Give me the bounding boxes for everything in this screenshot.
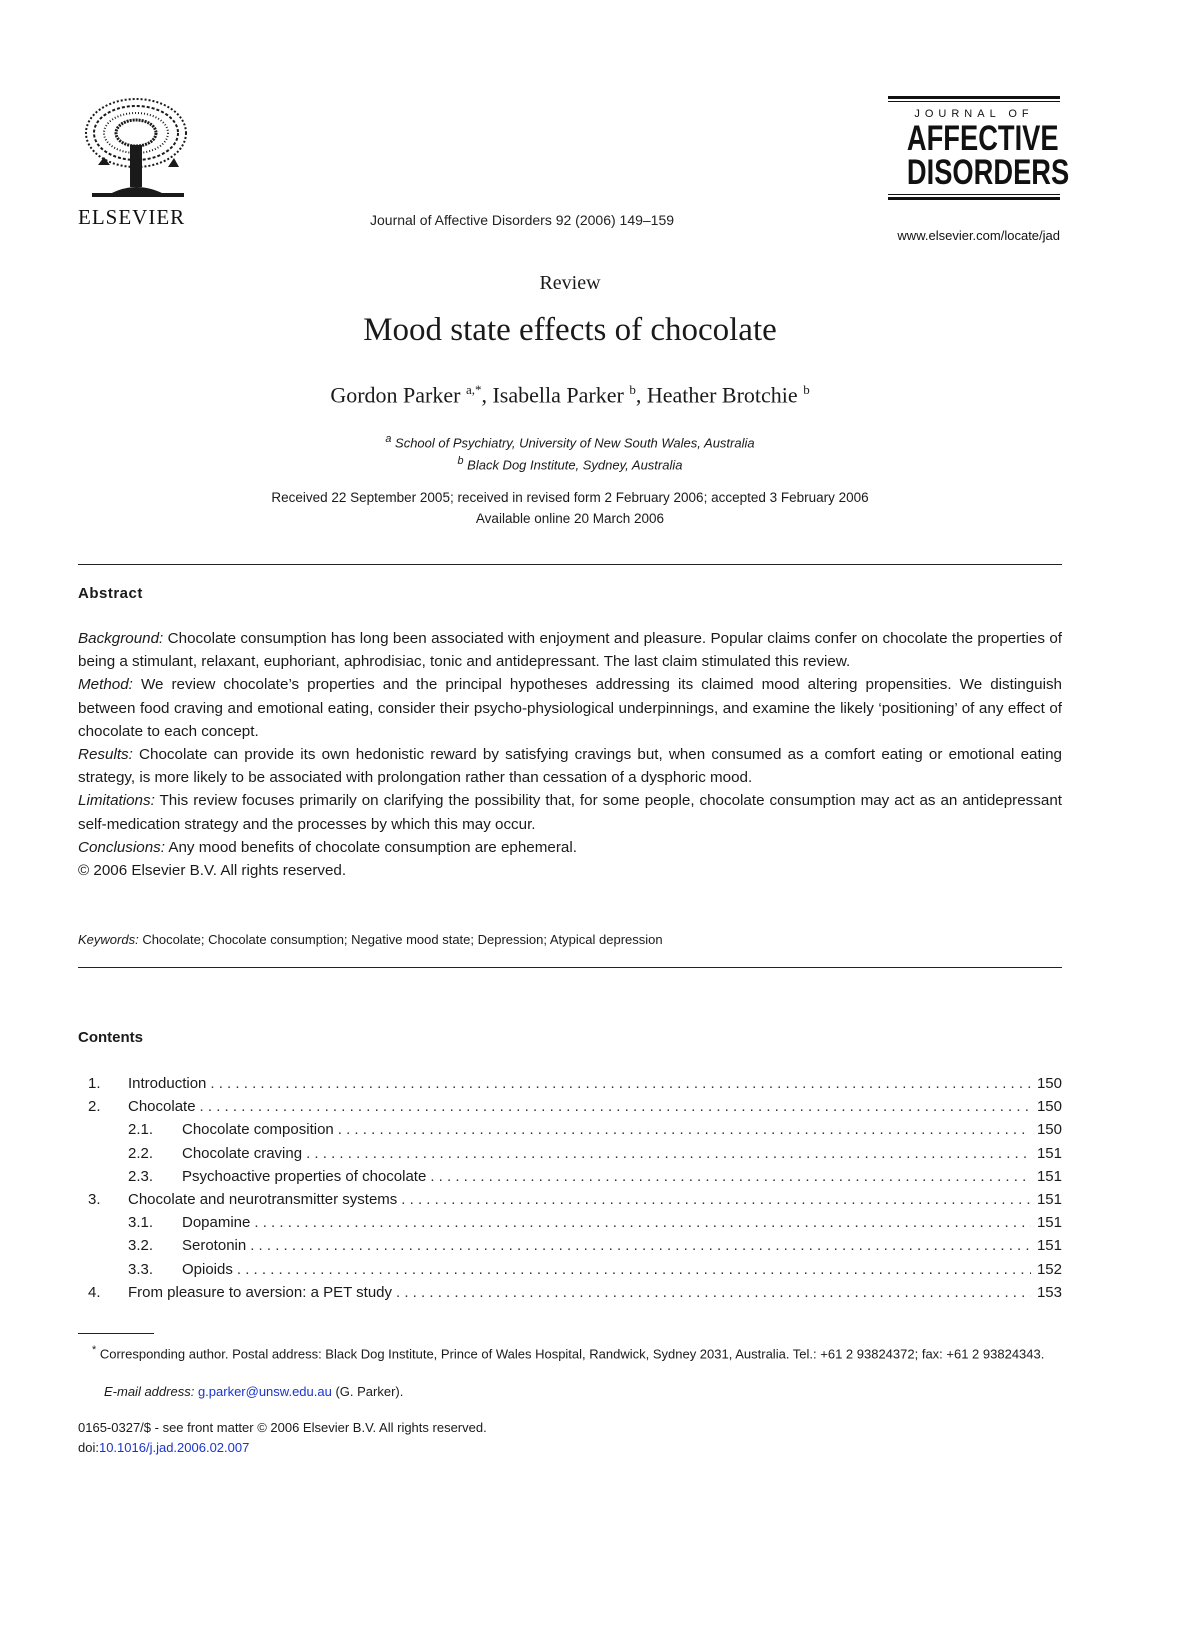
email-line [104, 1384, 403, 1399]
toc-label[interactable]: Psychoactive properties of chocolate [182, 1167, 427, 1185]
toc-label[interactable]: Chocolate craving [182, 1144, 303, 1162]
section-label: Results: [78, 746, 133, 764]
section-label: Limitations: [78, 792, 155, 810]
toc-page: 151 [1036, 1214, 1062, 1232]
issn-line: 0165-0327/$ - see front matter © 2006 Elsevier B.V. All rights reserved. [78, 1420, 487, 1435]
abstract-section [78, 627, 1062, 673]
article-title: Mood state effects of chocolate [363, 312, 777, 348]
toc-item[interactable] [78, 1165, 1062, 1188]
doi-line [78, 1440, 249, 1455]
toc-number: 3.3. [128, 1260, 154, 1278]
toc-item[interactable] [78, 1211, 1062, 1234]
article-type: Review [539, 272, 601, 294]
journal-logo-line2: AFFECTIVE [906, 119, 1059, 158]
doi-label: doi: [78, 1440, 99, 1455]
toc-number: 3.1. [128, 1214, 154, 1232]
divider [78, 564, 1062, 565]
copyright: © 2006 Elsevier B.V. All rights reserved. [78, 862, 347, 880]
affiliation [0, 433, 1140, 450]
toc-leader [210, 1072, 1031, 1095]
doi-link[interactable]: 10.1016/j.jad.2006.02.007 [98, 1440, 250, 1455]
affiliation-text: Black Dog Institute, Sydney, Australia [467, 457, 683, 473]
logo-rule [888, 197, 1060, 200]
toc-item[interactable] [78, 1142, 1062, 1165]
author-sup[interactable]: b [803, 382, 810, 397]
toc-number: 2.2. [128, 1144, 154, 1162]
journal-logo [888, 96, 1070, 202]
logo-rule [888, 101, 1060, 102]
section-label: Background: [78, 630, 164, 647]
toc-label[interactable]: Serotonin [182, 1237, 247, 1255]
journal-logo-line1: JOURNAL OF [914, 108, 1034, 120]
contents-heading: Contents [78, 1029, 143, 1046]
toc-page: 151 [1036, 1144, 1062, 1162]
abstract-section [78, 836, 1062, 859]
toc-leader [254, 1211, 1031, 1234]
received-dates: Received 22 September 2005; received in revised form 2 February 2006; accepted 3 February 2006 [271, 490, 869, 505]
abstract-heading: Abstract [78, 585, 143, 602]
toc-number: 3.2. [128, 1237, 154, 1255]
section-label: Conclusions: [78, 838, 165, 856]
online-date: Available online 20 March 2006 [475, 511, 665, 526]
toc-page: 151 [1036, 1190, 1062, 1208]
elsevier-tree-logo [78, 95, 196, 217]
toc-number: 3. [88, 1190, 101, 1208]
email-link[interactable]: g.parker@unsw.edu.au [197, 1384, 332, 1399]
journal-logo-line3: DISORDERS [906, 153, 1070, 192]
toc-page: 150 [1036, 1075, 1062, 1092]
toc-item[interactable] [78, 1258, 1062, 1281]
toc-label[interactable]: Opioids [182, 1260, 233, 1278]
abstract-section [78, 789, 1062, 835]
toc-leader [237, 1258, 1031, 1281]
toc-label[interactable]: Dopamine [182, 1214, 251, 1232]
corresponding-author-footnote [78, 1340, 1062, 1364]
section-text: Chocolate consumption has long been associated with enjoyment and pleasure. Popular claims confer on chocolate the properties of being a stimulant, relaxant, euphoriant, aphrodisiac, tonic and antidepressant. The last claim stimulated this review. [78, 630, 1062, 671]
logo-rule [888, 194, 1060, 195]
publisher-name: ELSEVIER [78, 205, 186, 229]
author-name: Heather Brotchie [646, 382, 798, 408]
toc-label[interactable]: Chocolate [128, 1098, 196, 1116]
toc-page: 151 [1036, 1167, 1062, 1185]
toc-item[interactable] [78, 1095, 1062, 1118]
affiliation-sup: a [385, 433, 392, 445]
section-text: We review chocolate’s properties and the principal hypotheses addressing its claimed mood altering propensities. We distinguish between food craving and emotional eating, consider their psycho-physiological underpinnings, and examine the likely ‘positioning’ of any effect of chocolate to each concept. [78, 676, 1062, 740]
toc-leader [401, 1188, 1031, 1211]
email-label: E-mail address: [104, 1384, 195, 1399]
section-label: Method: [78, 676, 133, 694]
section-text: Chocolate can provide its own hedonistic reward by satisfying cravings but, when consumed as a comfort eating or emotional eating strategy, is more likely to be associated with prolongation rather than cessation of a dysphoric mood. [78, 746, 1062, 787]
toc-label[interactable]: Chocolate composition [182, 1121, 334, 1139]
toc-item[interactable] [78, 1118, 1062, 1141]
toc-number: 2.3. [128, 1167, 154, 1185]
affiliation-text: School of Psychiatry, University of New South Wales, Australia [395, 435, 755, 451]
footnote-rule [78, 1333, 154, 1334]
toc-leader [396, 1281, 1031, 1304]
author-sup[interactable]: a,* [465, 382, 482, 397]
toc-item[interactable] [78, 1188, 1062, 1211]
keywords-text: Chocolate; Chocolate consumption; Negative mood state; Depression; Atypical depression [138, 932, 663, 947]
toc-number: 1. [88, 1075, 101, 1092]
toc-item[interactable] [78, 1281, 1062, 1304]
toc-item[interactable] [78, 1234, 1062, 1257]
toc-leader [200, 1095, 1031, 1118]
toc-page: 151 [1036, 1237, 1062, 1255]
logo-rule [888, 96, 1060, 99]
author-list: Gordon Parker $^{a,*}$, Isabella Parker $^b$, Heather Brotchie $^b$ [330, 382, 810, 408]
author-name: Gordon Parker [330, 382, 461, 408]
toc-label[interactable]: From pleasure to aversion: a PET study [128, 1283, 393, 1301]
journal-url-link[interactable]: www.elsevier.com/locate/jad [897, 228, 1060, 243]
abstract-body [78, 627, 1062, 882]
affiliation [0, 455, 1140, 472]
toc-number: 4. [88, 1283, 101, 1301]
abstract-section [78, 673, 1062, 743]
toc-page: 150 [1036, 1098, 1062, 1116]
toc-leader [430, 1165, 1031, 1188]
toc-page: 152 [1036, 1260, 1062, 1278]
author-name: Isabella Parker [492, 382, 624, 408]
footnote-text: Corresponding author. Postal address: Black Dog Institute, Prince of Wales Hospital, Randwick, Sydney 2031, Australia. Tel.: +61 2 93824372; fax: +61 2 93824343. [96, 1346, 1045, 1362]
toc-item[interactable] [78, 1072, 1062, 1095]
toc-label[interactable]: Chocolate and neurotransmitter systems [128, 1190, 398, 1208]
divider [78, 967, 1062, 968]
section-text: This review focuses primarily on clarifying the possibility that, for some people, chocolate consumption may act as an antidepressant self-medication strategy and the processes by which this may occur. [78, 792, 1062, 833]
affiliation-sup: b [457, 455, 464, 467]
email-suffix: (G. Parker). [331, 1384, 404, 1399]
toc-number: 2. [88, 1098, 101, 1116]
table-of-contents [78, 1072, 1062, 1304]
toc-leader [338, 1118, 1031, 1141]
footnote-mark: * [92, 1344, 97, 1356]
section-text: Any mood benefits of chocolate consumption are ephemeral. [164, 838, 577, 856]
keywords [78, 932, 1062, 947]
journal-citation: Journal of Affective Disorders 92 (2006) 149–159 [370, 212, 675, 228]
toc-number: 2.1. [128, 1121, 154, 1139]
keywords-label: Keywords: [78, 932, 139, 947]
author-sup[interactable]: b [629, 382, 636, 397]
toc-page: 153 [1036, 1283, 1062, 1301]
toc-label[interactable]: Introduction [128, 1075, 207, 1092]
toc-leader [306, 1142, 1031, 1165]
toc-leader [250, 1234, 1031, 1257]
abstract-section [78, 743, 1062, 789]
toc-page: 150 [1036, 1121, 1062, 1139]
